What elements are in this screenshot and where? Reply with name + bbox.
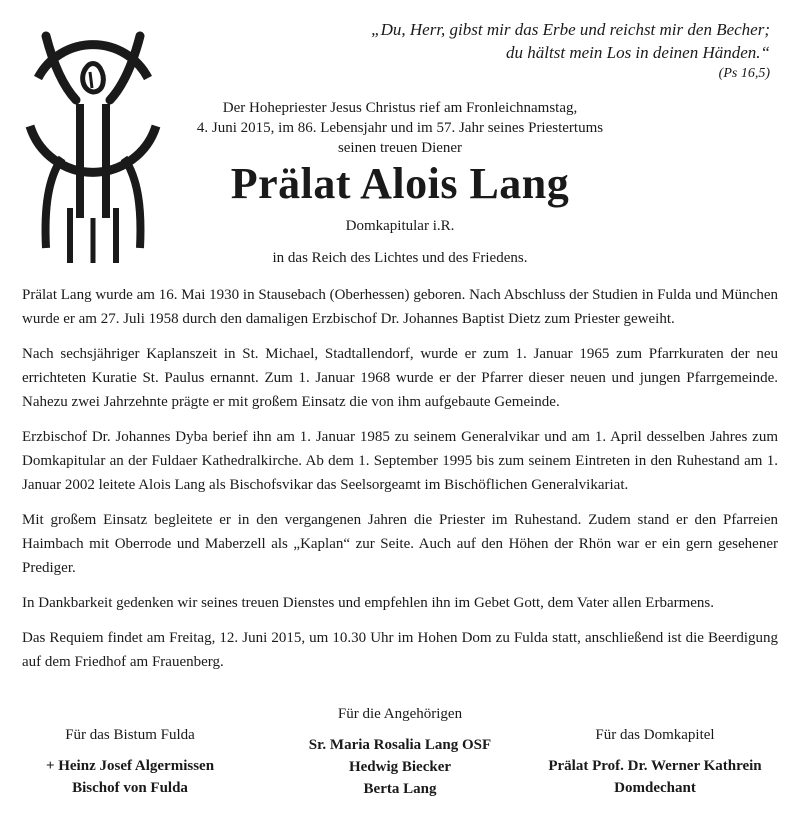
closing-phrase: in das Reich des Lichtes und des Friedens. [272, 250, 528, 266]
quote-line-1: „Du, Herr, gibst mir das Erbe und reichst mir den Becher; [371, 20, 770, 39]
bible-quote [210, 18, 770, 84]
signature-diocese [20, 724, 240, 799]
signature-label: Für die Angehörigen [337, 706, 463, 722]
quote-line-2: du hältst mein Los in deinen Händen.“ [506, 43, 770, 62]
signature-label: Für das Domkapitel [595, 727, 715, 743]
signatory-name: Prälat Prof. Dr. Werner Kathrein [548, 758, 762, 774]
signature-chapter [530, 724, 780, 799]
biography [22, 283, 778, 685]
signature-label: Für das Bistum Fulda [65, 727, 195, 743]
paragraph: In Dankbarkeit gedenken wir seines treuen Dienstes und empfehlen ihn im Gebet Gott, dem Vater allen Erbarmens. [22, 595, 715, 611]
paragraph: Prälat Lang wurde am 16. Mai 1930 in Stausebach (Oberhessen) geboren. Nach Abschluss der Studien in Fulda und München wurde er am 27. Juli 1958 durch den damaligen Erzbischof Dr. Johannes Baptist Dietz zum Priester geweiht. [22, 287, 778, 327]
deceased-title: Domkapitular i.R. [345, 218, 455, 234]
signatory-name: Berta Lang [363, 781, 437, 797]
risen-christ-emblem-icon [18, 8, 168, 270]
intro-text [160, 98, 640, 158]
paragraph: Das Requiem findet am Freitag, 12. Juni 2015, um 10.30 Uhr im Hohen Dom zu Fulda statt, anschließend ist die Beerdigung auf dem Friedhof am Frauenberg. [22, 630, 778, 670]
signature-family [280, 703, 520, 800]
intro-line-2: 4. Juni 2015, im 86. Lebensjahr und im 57. Jahr seines Priestertums [196, 120, 604, 136]
paragraph: Erzbischof Dr. Johannes Dyba berief ihn am 1. Januar 1985 zu seinem Generalvikar und am 1. April desselben Jahres zum Domkapitular an der Fuldaer Kathedralkirche. Ab dem 1. September 1995 bis zum seinem Eintreten in den Ruhestand am 1. Januar 2002 leitete Alois Lang als Bischofsvikar das Seelsorgeamt im Bischöflichen Generalvikariat. [22, 429, 778, 493]
signatory-role: Domdechant [614, 780, 696, 796]
signatory-role: Bischof von Fulda [72, 780, 188, 796]
intro-line-3: seinen treuen Diener [337, 140, 463, 156]
signatory-name: Hedwig Biecker [348, 759, 452, 775]
signatory-name: + Heinz Josef Algermissen [45, 758, 215, 774]
deceased-name: Prälat Alois Lang [230, 159, 570, 208]
quote-reference: (Ps 16,5) [718, 66, 770, 81]
paragraph: Nach sechsjähriger Kaplanszeit in St. Michael, Stadtallendorf, wurde er zum 1. Januar 1965 zum Pfarrkuraten der neu errichteten Kuratie St. Paulus ernannt. Zum 1. Januar 1968 wurde er der Pfarrer dieser neuen und jungen Pfarrgemeinde. Nahezu zwei Jahrzehnte prägte er mit großem Einsatz die von ihm aufgebaute Gemeinde. [22, 346, 778, 410]
intro-line-1: Der Hohepriester Jesus Christus rief am Fronleichnamstag, [222, 100, 578, 116]
paragraph: Mit großem Einsatz begleitete er in den vergangenen Jahren die Priester im Ruhestand. Zudem stand er den Pfarreien Haimbach mit Oberrode und Maberzell als „Kaplan“ zur Seite. Auch auf den Höhen der Rhön war er ein gern gesehener Prediger. [22, 512, 778, 576]
signatory-name: Sr. Maria Rosalia Lang OSF [308, 737, 492, 753]
